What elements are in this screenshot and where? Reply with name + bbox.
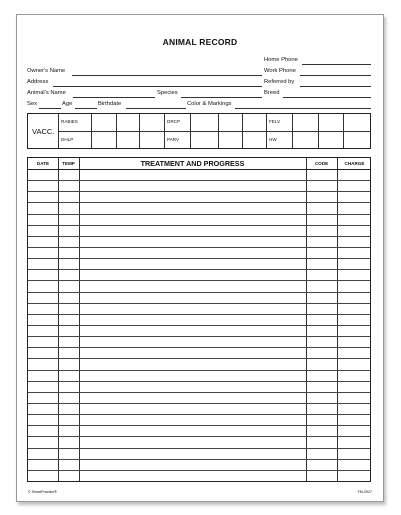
table-row[interactable] [28,370,370,371]
treatment-table [27,157,371,482]
table-row[interactable] [28,325,370,326]
species-field[interactable] [181,97,262,98]
date-column-header: DATE [36,161,50,166]
table-column-divider [79,158,80,481]
address-label: Address [27,79,49,85]
vacc-hw-label: HW [269,137,277,142]
table-row[interactable] [28,403,370,404]
table-row[interactable] [28,214,370,215]
table-row[interactable] [28,392,370,393]
table-row[interactable] [28,280,370,281]
table-column-divider [306,158,307,481]
table-row[interactable] [28,292,370,293]
treatment-column-header: TREATMENT AND PROGRESS [140,159,245,168]
table-row[interactable] [28,336,370,337]
color-markings-field[interactable] [235,108,371,109]
owners-name-label: Owner's Name [27,68,66,74]
work-phone-label: Work Phone [264,68,296,74]
table-row[interactable] [28,358,370,359]
form-title: ANIMAL RECORD [162,37,238,47]
sex-label: Sex [27,101,37,107]
referred-by-label: Referred by [264,79,295,85]
table-row[interactable] [28,191,370,192]
age-label: Age [62,101,73,107]
vacc-row-divider [58,131,370,132]
animals-name-field[interactable] [73,97,155,98]
table-row[interactable] [28,436,370,437]
birthdate-field[interactable] [126,108,186,109]
table-row[interactable] [28,258,370,259]
breed-label: Breed [264,90,280,96]
address-field[interactable] [53,86,262,87]
table-row[interactable] [28,448,370,449]
temp-column-header: TEMP [62,161,75,166]
table-row[interactable] [28,202,370,203]
table-row[interactable] [28,269,370,270]
table-row[interactable] [28,314,370,315]
charge-column-header: CHARGE [344,161,365,166]
table-row[interactable] [28,247,370,248]
vacc-label: VACC. [32,127,55,136]
age-field[interactable] [75,108,97,109]
table-row[interactable] [28,303,370,304]
animals-name-label: Animal's Name [27,90,66,96]
sex-field[interactable] [39,108,61,109]
animal-record-form [16,14,384,502]
form-number-footer: FM-0927 [357,490,372,494]
table-header-divider [28,169,370,170]
vaccination-grid [27,113,371,149]
vacc-parv-label: PARV [167,137,180,142]
vacc-felv-label: FELV [269,119,281,124]
table-row[interactable] [28,225,370,226]
table-row[interactable] [28,347,370,348]
breed-field[interactable] [283,97,371,98]
table-row[interactable] [28,180,370,181]
work-phone-field[interactable] [300,75,371,76]
owners-name-field[interactable] [72,75,262,76]
table-row[interactable] [28,381,370,382]
code-column-header: CODE [314,161,329,166]
species-label: Species [157,90,178,96]
table-column-divider [58,158,59,481]
vacc-drcp-label: DRCP [167,119,181,124]
table-row[interactable] [28,459,370,460]
table-column-divider [337,158,338,481]
table-row[interactable] [28,414,370,415]
table-row[interactable] [28,470,370,471]
table-row[interactable] [28,425,370,426]
vacc-rabies-label: RABIES [61,119,78,124]
table-row[interactable] [28,236,370,237]
copyright-footer: © SmartPractice® [28,490,57,494]
vacc-dhlp-label: DHLP [61,137,74,142]
home-phone-label: Home Phone [264,57,298,63]
color-markings-label: Color & Markings [187,101,232,107]
birthdate-label: Birthdate [98,101,122,107]
referred-by-field[interactable] [300,86,371,87]
home-phone-field[interactable] [302,64,371,65]
